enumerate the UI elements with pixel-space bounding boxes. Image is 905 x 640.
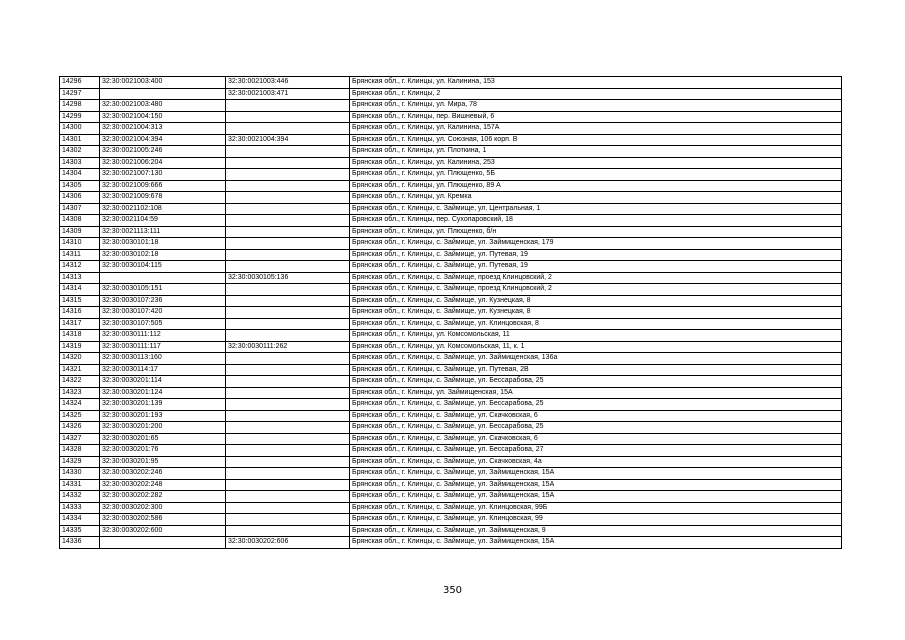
building-cadastral-number-cell: 32:30:0030202:606 xyxy=(226,537,350,549)
address-cell: Брянская обл., г. Клинцы, 2 xyxy=(350,88,842,100)
row-number-cell: 14313 xyxy=(60,272,100,284)
building-cadastral-number-cell: 32:30:0021003:471 xyxy=(226,88,350,100)
table-row xyxy=(60,249,842,261)
cadastral-number-cell: 32:30:0030201:114 xyxy=(100,376,226,388)
table-row xyxy=(60,261,842,273)
building-cadastral-number-cell xyxy=(226,410,350,422)
cadastral-number-cell: 32:30:0030113:160 xyxy=(100,353,226,365)
address-cell: Брянская обл., г. Клинцы, с. Займище, ул. Скачковская, 6 xyxy=(350,433,842,445)
building-cadastral-number-cell xyxy=(226,330,350,342)
row-number-cell: 14325 xyxy=(60,410,100,422)
building-cadastral-number-cell xyxy=(226,422,350,434)
table-row xyxy=(60,514,842,526)
address-cell: Брянская обл., г. Клинцы, с. Займище, ул. Займищенская, 15А xyxy=(350,537,842,549)
row-number-cell: 14300 xyxy=(60,123,100,135)
row-number-cell: 14302 xyxy=(60,146,100,158)
building-cadastral-number-cell xyxy=(226,284,350,296)
building-cadastral-number-cell xyxy=(226,456,350,468)
building-cadastral-number-cell xyxy=(226,445,350,457)
building-cadastral-number-cell xyxy=(226,307,350,319)
table-row xyxy=(60,226,842,238)
row-number-cell: 14299 xyxy=(60,111,100,123)
table-row xyxy=(60,502,842,514)
building-cadastral-number-cell xyxy=(226,502,350,514)
building-cadastral-number-cell xyxy=(226,157,350,169)
property-registry-table xyxy=(59,76,842,549)
row-number-cell: 14332 xyxy=(60,491,100,503)
address-cell: Брянская обл., г. Клинцы, с. Займище, ул. Займищенская, 15А xyxy=(350,491,842,503)
row-number-cell: 14324 xyxy=(60,399,100,411)
table-row xyxy=(60,468,842,480)
address-cell: Брянская обл., г. Клинцы, с. Займище, ул. Бессарабова, 25 xyxy=(350,399,842,411)
table-row xyxy=(60,318,842,330)
table-row xyxy=(60,100,842,112)
cadastral-number-cell: 32:30:0021004:394 xyxy=(100,134,226,146)
table-row xyxy=(60,272,842,284)
table-row xyxy=(60,192,842,204)
address-cell: Брянская обл., г. Клинцы, с. Займище, ул. Займищенская, 179 xyxy=(350,238,842,250)
cadastral-number-cell: 32:30:0021004:313 xyxy=(100,123,226,135)
row-number-cell: 14318 xyxy=(60,330,100,342)
cadastral-number-cell: 32:30:0030201:139 xyxy=(100,399,226,411)
cadastral-number-cell: 32:30:0021003:480 xyxy=(100,100,226,112)
cadastral-number-cell: 32:30:0030201:95 xyxy=(100,456,226,468)
address-cell: Брянская обл., г. Клинцы, ул. Плоткина, 1 xyxy=(350,146,842,158)
row-number-cell: 14323 xyxy=(60,387,100,399)
address-cell: Брянская обл., г. Клинцы, ул. Займищенская, 15А xyxy=(350,387,842,399)
building-cadastral-number-cell xyxy=(226,249,350,261)
row-number-cell: 14314 xyxy=(60,284,100,296)
cadastral-number-cell: 32:30:0021005:246 xyxy=(100,146,226,158)
table-row xyxy=(60,433,842,445)
address-cell: Брянская обл., г. Клинцы, ул. Комсомольская, 11 xyxy=(350,330,842,342)
address-cell: Брянская обл., г. Клинцы, с. Займище, ул. Займищенская, 9 xyxy=(350,525,842,537)
address-cell: Брянская обл., г. Клинцы, с. Займище, ул. Скачковская, 6 xyxy=(350,410,842,422)
row-number-cell: 14305 xyxy=(60,180,100,192)
row-number-cell: 14312 xyxy=(60,261,100,273)
address-cell: Брянская обл., г. Клинцы, ул. Плющенко, б/н xyxy=(350,226,842,238)
table-row xyxy=(60,146,842,158)
building-cadastral-number-cell xyxy=(226,491,350,503)
registry-table-body xyxy=(60,77,842,549)
cadastral-number-cell: 32:30:0021009:666 xyxy=(100,180,226,192)
address-cell: Брянская обл., г. Клинцы, с. Займище, ул. Скачковская, 4а xyxy=(350,456,842,468)
cadastral-number-cell: 32:30:0021009:678 xyxy=(100,192,226,204)
table-row xyxy=(60,123,842,135)
table-row xyxy=(60,134,842,146)
table-row xyxy=(60,284,842,296)
address-cell: Брянская обл., г. Клинцы, ул. Плющенко, 89 А xyxy=(350,180,842,192)
cadastral-number-cell: 32:30:0030201:65 xyxy=(100,433,226,445)
cadastral-number-cell: 32:30:0030107:236 xyxy=(100,295,226,307)
row-number-cell: 14315 xyxy=(60,295,100,307)
cadastral-number-cell: 32:30:0030105:151 xyxy=(100,284,226,296)
address-cell: Брянская обл., г. Клинцы, с. Займище, ул. Центральная, 1 xyxy=(350,203,842,215)
building-cadastral-number-cell xyxy=(226,238,350,250)
row-number-cell: 14296 xyxy=(60,77,100,89)
cadastral-number-cell: 32:30:0021006:204 xyxy=(100,157,226,169)
address-cell: Брянская обл., г. Клинцы, пер. Вишневый, 6 xyxy=(350,111,842,123)
building-cadastral-number-cell xyxy=(226,399,350,411)
table-row xyxy=(60,410,842,422)
cadastral-number-cell: 32:30:0030202:246 xyxy=(100,468,226,480)
table-row xyxy=(60,491,842,503)
address-cell: Брянская обл., г. Клинцы, ул. Плющенко, 5Б xyxy=(350,169,842,181)
building-cadastral-number-cell xyxy=(226,376,350,388)
row-number-cell: 14307 xyxy=(60,203,100,215)
cadastral-number-cell: 32:30:0030104:115 xyxy=(100,261,226,273)
address-cell: Брянская обл., г. Клинцы, с. Займище, ул. Клинцовская, 99 xyxy=(350,514,842,526)
building-cadastral-number-cell xyxy=(226,180,350,192)
building-cadastral-number-cell xyxy=(226,169,350,181)
cadastral-number-cell: 32:30:0030107:505 xyxy=(100,318,226,330)
table-row xyxy=(60,422,842,434)
row-number-cell: 14329 xyxy=(60,456,100,468)
cadastral-number-cell: 32:30:0021102:108 xyxy=(100,203,226,215)
table-row xyxy=(60,445,842,457)
cadastral-number-cell: 32:30:0030201:193 xyxy=(100,410,226,422)
row-number-cell: 14303 xyxy=(60,157,100,169)
table-row xyxy=(60,525,842,537)
address-cell: Брянская обл., г. Клинцы, пер. Сухопаровский, 18 xyxy=(350,215,842,227)
row-number-cell: 14326 xyxy=(60,422,100,434)
building-cadastral-number-cell: 32:30:0030105:136 xyxy=(226,272,350,284)
building-cadastral-number-cell: 32:30:0030111:262 xyxy=(226,341,350,353)
cadastral-number-cell: 32:30:0030114:17 xyxy=(100,364,226,376)
cadastral-number-cell: 32:30:0030107:420 xyxy=(100,307,226,319)
row-number-cell: 14317 xyxy=(60,318,100,330)
address-cell: Брянская обл., г. Клинцы, с. Займище, ул. Клинцовская, 8 xyxy=(350,318,842,330)
address-cell: Брянская обл., г. Клинцы, с. Займище, ул. Бессарабова, 25 xyxy=(350,376,842,388)
building-cadastral-number-cell xyxy=(226,111,350,123)
row-number-cell: 14327 xyxy=(60,433,100,445)
address-cell: Брянская обл., г. Клинцы, с. Займище, ул. Займищенская, 15А xyxy=(350,468,842,480)
address-cell: Брянская обл., г. Клинцы, ул. Калинина, 153 xyxy=(350,77,842,89)
row-number-cell: 14309 xyxy=(60,226,100,238)
address-cell: Брянская обл., г. Клинцы, ул. Кремка xyxy=(350,192,842,204)
table-row xyxy=(60,479,842,491)
table-row xyxy=(60,215,842,227)
table-row xyxy=(60,353,842,365)
table-row xyxy=(60,376,842,388)
table-row xyxy=(60,387,842,399)
building-cadastral-number-cell xyxy=(226,100,350,112)
address-cell: Брянская обл., г. Клинцы, с. Займище, проезд Клинцовский, 2 xyxy=(350,284,842,296)
table-row xyxy=(60,238,842,250)
table-row xyxy=(60,203,842,215)
table-row xyxy=(60,77,842,89)
cadastral-number-cell xyxy=(100,272,226,284)
building-cadastral-number-cell xyxy=(226,261,350,273)
address-cell: Брянская обл., г. Клинцы, с. Займище, ул. Путевая, 19 xyxy=(350,249,842,261)
building-cadastral-number-cell xyxy=(226,203,350,215)
table-row xyxy=(60,364,842,376)
address-cell: Брянская обл., г. Клинцы, ул. Калинина, 157А xyxy=(350,123,842,135)
address-cell: Брянская обл., г. Клинцы, с. Займище, ул. Клинцовская, 99Б xyxy=(350,502,842,514)
row-number-cell: 14320 xyxy=(60,353,100,365)
table-row xyxy=(60,295,842,307)
row-number-cell: 14331 xyxy=(60,479,100,491)
building-cadastral-number-cell xyxy=(226,387,350,399)
address-cell: Брянская обл., г. Клинцы, с. Займище, ул. Бессарабова, 25 xyxy=(350,422,842,434)
address-cell: Брянская обл., г. Клинцы, с. Займище, ул. Займищенская, 136а xyxy=(350,353,842,365)
address-cell: Брянская обл., г. Клинцы, ул. Союзная, 106 корп. В xyxy=(350,134,842,146)
cadastral-number-cell: 32:30:0030111:112 xyxy=(100,330,226,342)
table-row xyxy=(60,341,842,353)
row-number-cell: 14311 xyxy=(60,249,100,261)
cadastral-number-cell: 32:30:0030202:586 xyxy=(100,514,226,526)
address-cell: Брянская обл., г. Клинцы, с. Займище, ул. Бессарабова, 27 xyxy=(350,445,842,457)
cadastral-number-cell: 32:30:0030201:200 xyxy=(100,422,226,434)
row-number-cell: 14301 xyxy=(60,134,100,146)
address-cell: Брянская обл., г. Клинцы, ул. Мира, 78 xyxy=(350,100,842,112)
building-cadastral-number-cell xyxy=(226,353,350,365)
cadastral-number-cell: 32:30:0030202:282 xyxy=(100,491,226,503)
building-cadastral-number-cell xyxy=(226,226,350,238)
table-row xyxy=(60,111,842,123)
address-cell: Брянская обл., г. Клинцы, с. Займище, ул. Путевая, 19 xyxy=(350,261,842,273)
building-cadastral-number-cell: 32:30:0021004:394 xyxy=(226,134,350,146)
cadastral-number-cell xyxy=(100,88,226,100)
address-cell: Брянская обл., г. Клинцы, с. Займище, ул. Путевая, 2В xyxy=(350,364,842,376)
row-number-cell: 14322 xyxy=(60,376,100,388)
cadastral-number-cell: 32:30:0030202:300 xyxy=(100,502,226,514)
building-cadastral-number-cell xyxy=(226,318,350,330)
cadastral-number-cell: 32:30:0030201:76 xyxy=(100,445,226,457)
table-row xyxy=(60,180,842,192)
cadastral-number-cell: 32:30:0030102:18 xyxy=(100,249,226,261)
row-number-cell: 14306 xyxy=(60,192,100,204)
row-number-cell: 14319 xyxy=(60,341,100,353)
row-number-cell: 14310 xyxy=(60,238,100,250)
cadastral-number-cell: 32:30:0021104:59 xyxy=(100,215,226,227)
cadastral-number-cell: 32:30:0021004:150 xyxy=(100,111,226,123)
row-number-cell: 14335 xyxy=(60,525,100,537)
cadastral-number-cell: 32:30:0030111:117 xyxy=(100,341,226,353)
row-number-cell: 14333 xyxy=(60,502,100,514)
row-number-cell: 14298 xyxy=(60,100,100,112)
building-cadastral-number-cell xyxy=(226,123,350,135)
page-number: 350 xyxy=(442,585,463,596)
row-number-cell: 14316 xyxy=(60,307,100,319)
row-number-cell: 14334 xyxy=(60,514,100,526)
cadastral-number-cell xyxy=(100,537,226,549)
row-number-cell: 14297 xyxy=(60,88,100,100)
cadastral-number-cell: 32:30:0030201:124 xyxy=(100,387,226,399)
building-cadastral-number-cell xyxy=(226,192,350,204)
address-cell: Брянская обл., г. Клинцы, с. Займище, ул. Кузнецкая, 8 xyxy=(350,307,842,319)
cadastral-number-cell: 32:30:0021003:400 xyxy=(100,77,226,89)
building-cadastral-number-cell xyxy=(226,364,350,376)
table-row xyxy=(60,157,842,169)
building-cadastral-number-cell xyxy=(226,514,350,526)
cadastral-number-cell: 32:30:0030101:18 xyxy=(100,238,226,250)
cadastral-number-cell: 32:30:0021113:111 xyxy=(100,226,226,238)
row-number-cell: 14321 xyxy=(60,364,100,376)
cadastral-number-cell: 32:30:0021007:130 xyxy=(100,169,226,181)
row-number-cell: 14330 xyxy=(60,468,100,480)
building-cadastral-number-cell xyxy=(226,215,350,227)
table-row xyxy=(60,399,842,411)
cadastral-number-cell: 32:30:0030202:248 xyxy=(100,479,226,491)
building-cadastral-number-cell xyxy=(226,433,350,445)
building-cadastral-number-cell xyxy=(226,295,350,307)
building-cadastral-number-cell xyxy=(226,479,350,491)
row-number-cell: 14304 xyxy=(60,169,100,181)
table-row xyxy=(60,88,842,100)
row-number-cell: 14308 xyxy=(60,215,100,227)
table-row xyxy=(60,330,842,342)
table-row xyxy=(60,456,842,468)
address-cell: Брянская обл., г. Клинцы, ул. Калинина, 253 xyxy=(350,157,842,169)
address-cell: Брянская обл., г. Клинцы, с. Займище, ул. Займищенская, 15А xyxy=(350,479,842,491)
building-cadastral-number-cell: 32:30:0021003:446 xyxy=(226,77,350,89)
table-row xyxy=(60,537,842,549)
building-cadastral-number-cell xyxy=(226,146,350,158)
address-cell: Брянская обл., г. Клинцы, с. Займище, проезд Клинцовский, 2 xyxy=(350,272,842,284)
building-cadastral-number-cell xyxy=(226,525,350,537)
row-number-cell: 14328 xyxy=(60,445,100,457)
table-row xyxy=(60,307,842,319)
row-number-cell: 14336 xyxy=(60,537,100,549)
building-cadastral-number-cell xyxy=(226,468,350,480)
cadastral-number-cell: 32:30:0030202:600 xyxy=(100,525,226,537)
address-cell: Брянская обл., г. Клинцы, ул. Комсомольская, 11, к. 1 xyxy=(350,341,842,353)
address-cell: Брянская обл., г. Клинцы, с. Займище, ул. Кузнецкая, 8 xyxy=(350,295,842,307)
table-row xyxy=(60,169,842,181)
